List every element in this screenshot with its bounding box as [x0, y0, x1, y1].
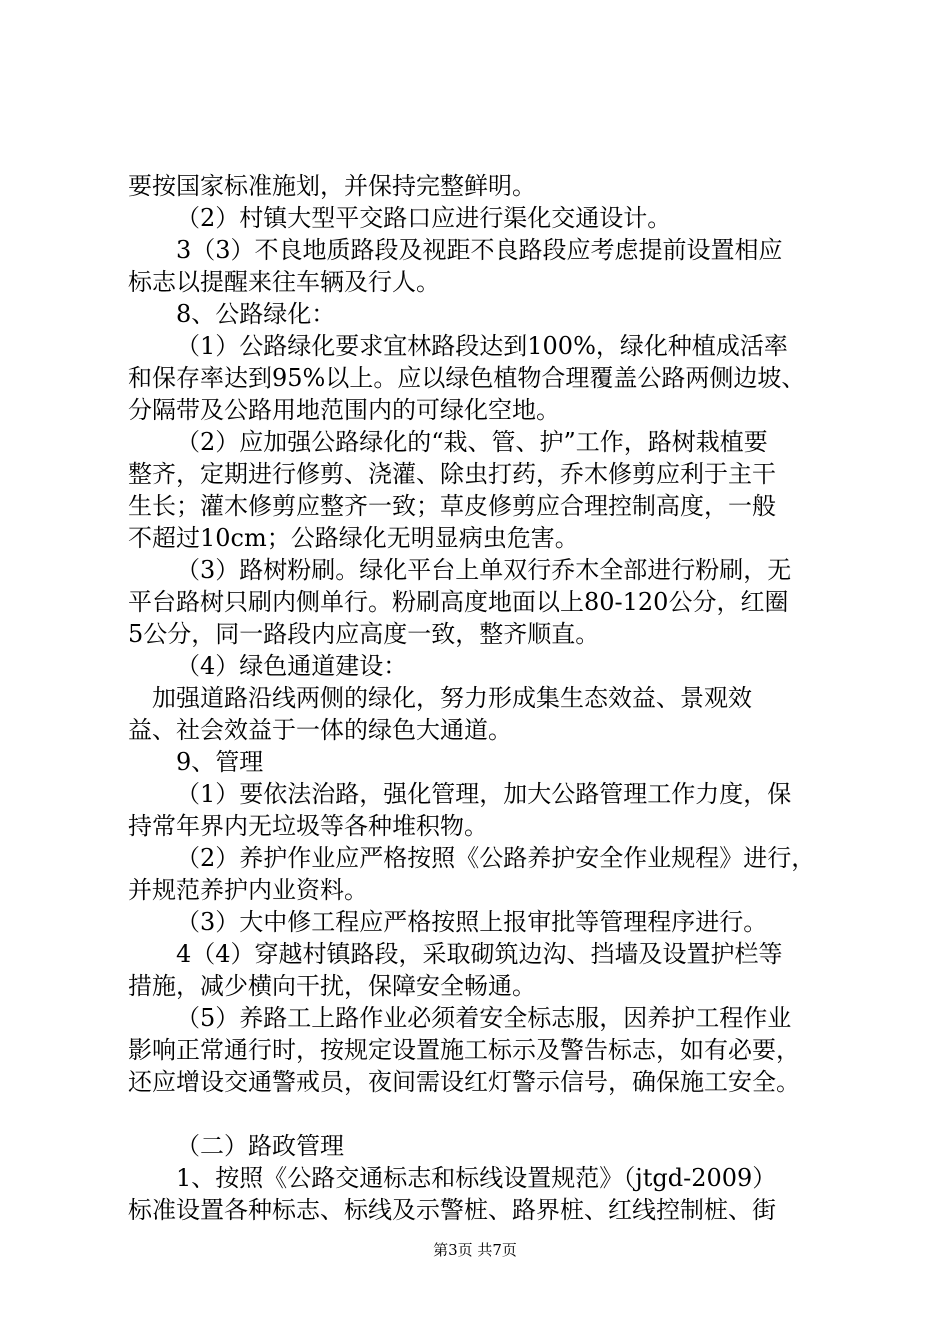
text-line: （2）养护作业应严格按照《公路养护安全作业规程》进行， [176, 844, 816, 872]
text-line: 还应增设交通警戒员，夜间需设红灯警示信号，确保施工安全。 [128, 1068, 800, 1096]
text-line: （3）大中修工程应严格按照上报审批等管理程序进行。 [176, 908, 768, 936]
text-line: 加强道路沿线两侧的绿化，努力形成集生态效益、景观效 [152, 684, 752, 712]
text-line: 措施，减少横向干扰，保障安全畅通。 [128, 972, 536, 1000]
text-line: （2）村镇大型平交路口应进行渠化交通设计。 [176, 204, 672, 232]
section-heading: （二）路政管理 [176, 1132, 344, 1160]
text-line: 3（3）不良地质路段及视距不良路段应考虑提前设置相应 [176, 236, 783, 264]
text-line: 影响正常通行时，按规定设置施工标示及警告标志，如有必要， [128, 1036, 800, 1064]
text-line: 标志以提醒来往车辆及行人。 [128, 268, 440, 296]
text-line: 5公分，同一路段内应高度一致，整齐顺直。 [128, 620, 600, 648]
text-line: 4（4）穿越村镇路段，采取砌筑边沟、挡墙及设置护栏等 [176, 940, 783, 968]
text-line: 生长；灌木修剪应整齐一致；草皮修剪应合理控制高度，一般 [128, 492, 776, 520]
text-line: （1）要依法治路，强化管理，加大公路管理工作力度，保 [176, 780, 792, 808]
text-line: 和保存率达到95%以上。应以绿色植物合理覆盖公路两侧边坡、 [128, 364, 806, 392]
text-line: 益、社会效益于一体的绿色大通道。 [128, 716, 512, 744]
text-line: 标准设置各种标志、标线及示警桩、路界桩、红线控制桩、街 [128, 1196, 776, 1224]
text-line: 分隔带及公路用地范围内的可绿化空地。 [128, 396, 560, 424]
text-line: 持常年界内无垃圾等各种堆积物。 [128, 812, 488, 840]
page-footer: 第3页 共7页 [433, 1241, 517, 1259]
text-line: 1、按照《公路交通标志和标线设置规范》（jtgd-2009） [176, 1164, 777, 1192]
document-body [128, 170, 830, 1226]
text-line: 整齐，定期进行修剪、浇灌、除虫打药，乔木修剪应利于主干 [128, 460, 776, 488]
section-heading: 8、公路绿化： [176, 300, 336, 328]
text-line: 要按国家标准施划，并保持完整鲜明。 [128, 172, 536, 200]
text-line: （1）公路绿化要求宜林路段达到100%，绿化种植成活率 [176, 332, 788, 360]
text-line: （4）绿色通道建设： [176, 652, 408, 680]
text-line: 并规范养护内业资料。 [128, 876, 368, 904]
text-line: 平台路树只刷内侧单行。粉刷高度地面以上80-120公分，红圈 [128, 588, 789, 616]
text-line: （5）养路工上路作业必须着安全标志服，因养护工程作业 [176, 1004, 792, 1032]
text-line: （2）应加强公路绿化的“栽、管、护”工作，路树栽植要 [176, 428, 768, 456]
text-line: 不超过10cm；公路绿化无明显病虫危害。 [128, 524, 579, 552]
text-line: （3）路树粉刷。绿化平台上单双行乔木全部进行粉刷，无 [176, 556, 792, 584]
blank-line [128, 1098, 830, 1130]
section-heading: 9、管理 [176, 748, 264, 776]
